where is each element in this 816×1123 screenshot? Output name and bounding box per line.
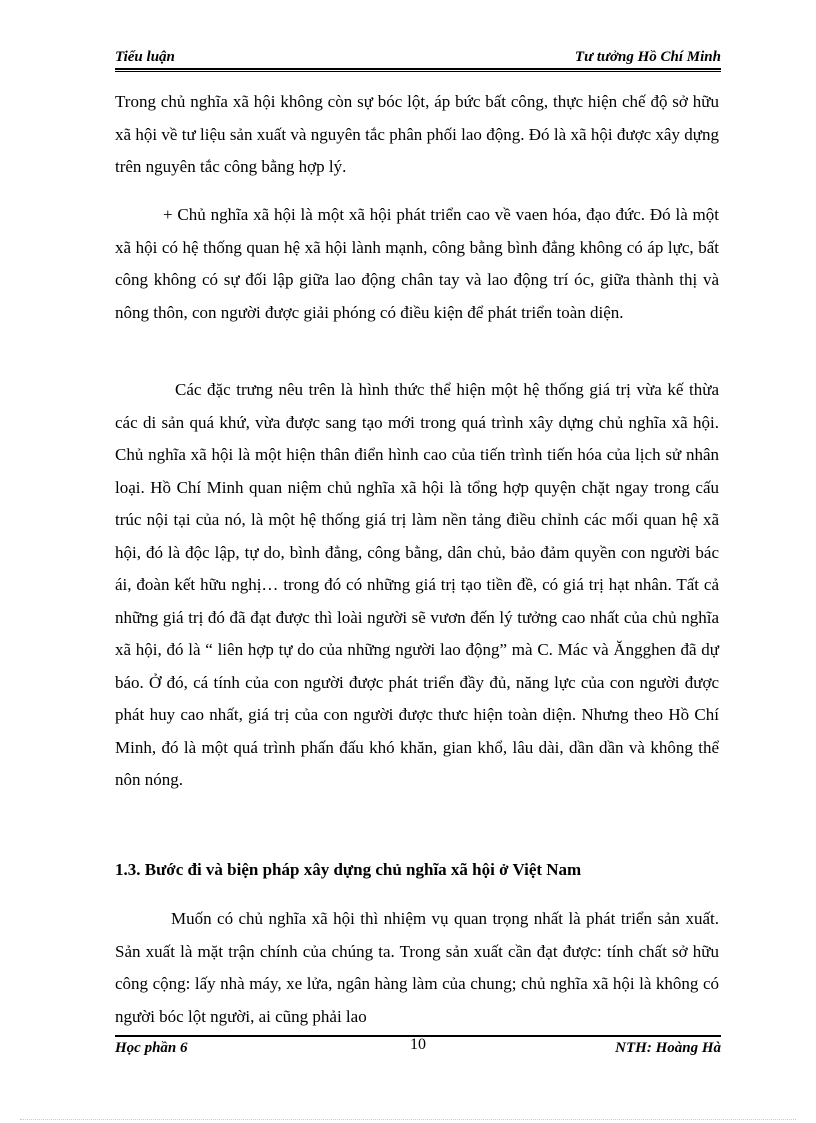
page-number: 10 [410, 1036, 426, 1053]
page-edge-divider [20, 1119, 796, 1120]
header-left-title: Tiểu luận [115, 49, 175, 65]
page-footer [115, 1036, 721, 1064]
header-rule [115, 68, 721, 72]
paragraph-2: + Chủ nghĩa xã hội là một xã hội phát triển cao về vaen hóa, đạo đức. Đó là một xã hội có hệ thống quan hệ xã hội lành mạnh, công bằng bình đẳng không có áp lực, bất công không có sự đối lập giữa lao động chân tay và lao động trí óc, giữa thành thị và nông thôn, con người được giải phóng có điều kiện để phát triển toàn diện. [115, 205, 719, 322]
paragraph-4: Muốn có chủ nghĩa xã hội thì nhiệm vụ quan trọng nhất là phát triển sản xuất. Sản xuất là mặt trận chính của chúng ta. Trong sản xuất cần đạt được: tính chất sở hữu công cộng: lấy nhà máy, xe lửa, ngân hàng làm của chung; chủ nghĩa xã hội là không có người bóc lột người, ai cũng phải lao [115, 909, 719, 1026]
footer-course: Học phần 6 [115, 1040, 188, 1056]
paragraph-3: Các đặc trưng nêu trên là hình thức thể hiện một hệ thống giá trị vừa kế thừa các di sản quá khứ, vừa được sang tạo mới trong quá trình xây dựng chủ nghĩa xã hội. Chủ nghĩa xã hội là một hiện thân điển hình cao của tiến trình tiến hóa của lịch sử nhân loại. Hồ Chí Minh quan niệm chủ nghĩa xã hội là tổng hợp quyện chặt ngay trong cấu trúc nội tại của nó, là một hệ thống giá trị làm nền tảng điều chỉnh các mối quan hệ xã hội, đó là độc lập, tự do, bình đẳng, công bằng, dân chủ, bảo đảm quyền con người bác ái, đoàn kết hữu nghị… trong đó có những giá trị tạo tiền đề, có giá trị hạt nhân. Tất cả những giá trị đó đã đạt được thì loài người sẽ vươn đến lý tưởng cao nhất của chủ nghĩa xã hội, đó là “ liên hợp tự do của những người lao động” mà C. Mác và Ăngghen đã dự báo. Ở đó, cá tính của con người được phát triển đầy đủ, năng lực của con người được phát huy cao nhất, giá trị của con người được thưc hiện toàn diện. Nhưng theo Hồ Chí Minh, đó là một quá trình phấn đấu khó khăn, gian khổ, lâu dài, dần dần và không thể nôn nóng. [115, 380, 719, 789]
header-right-title: Tư tưởng Hồ Chí Minh [574, 49, 721, 65]
paragraph-1: Trong chủ nghĩa xã hội không còn sự bóc lột, áp bức bất công, thực hiện chế độ sở hữu xã hội về tư liệu sản xuất và nguyên tắc phân phối lao động. Đó là xã hội được xây dựng trên nguyên tắc công bằng hợp lý. [115, 92, 719, 176]
section-heading: 1.3. Bước đi và biện pháp xây dựng chủ nghĩa xã hội ở Việt Nam [115, 860, 582, 879]
footer-author: NTH: Hoàng Hà [615, 1040, 721, 1056]
